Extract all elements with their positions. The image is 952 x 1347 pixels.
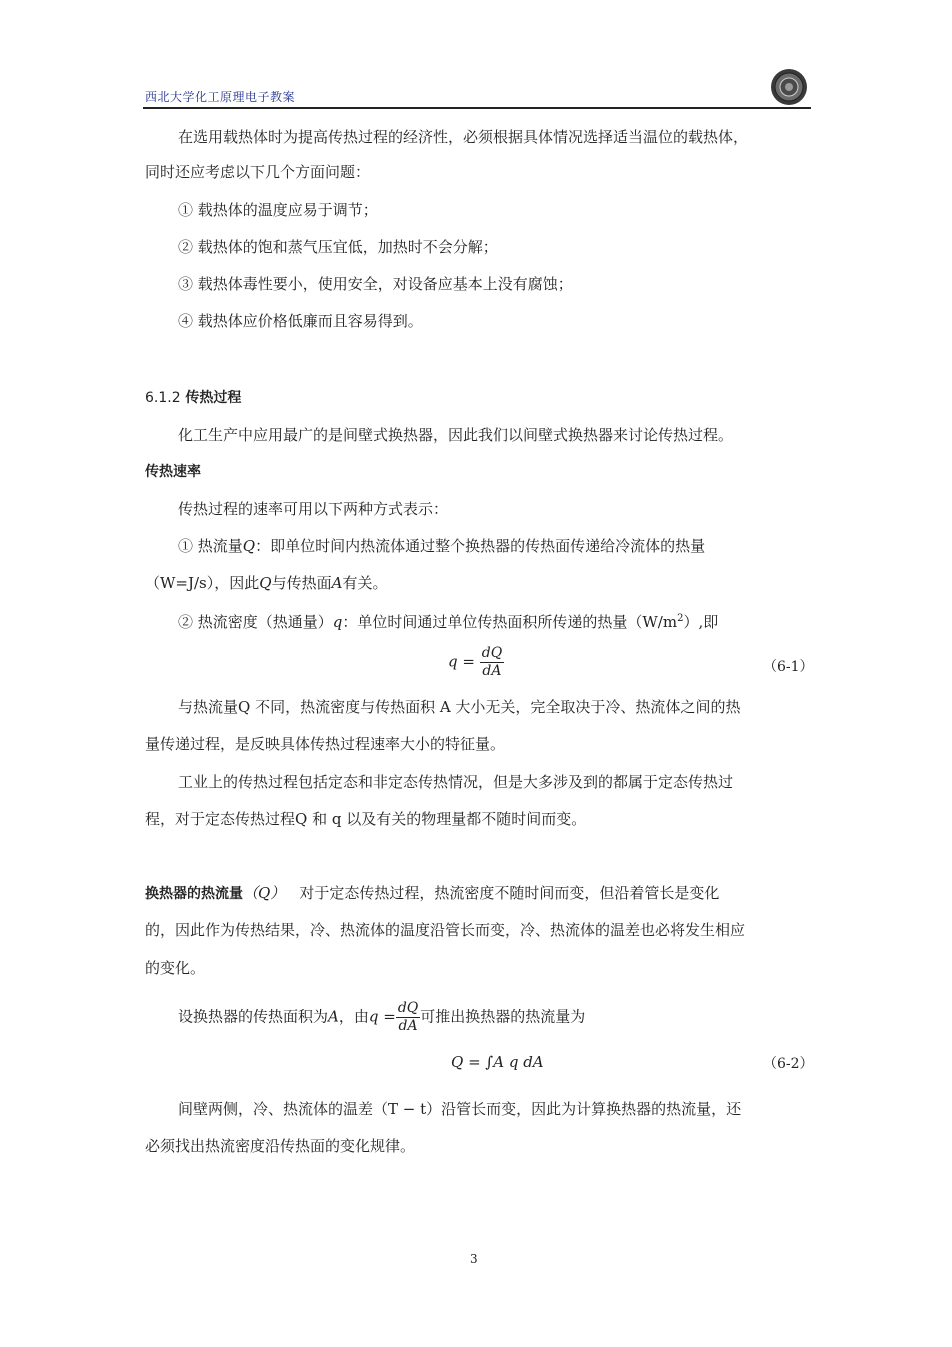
list-item: ④ 载热体应价格低廉而且容易得到。 [178, 312, 423, 330]
section-number: 6.1.2 [145, 390, 181, 406]
symbol: A [328, 1007, 339, 1026]
symbol: Q [242, 537, 256, 555]
fraction-denominator: dA [398, 1018, 418, 1034]
paragraph-line: 传热过程的速率可用以下两种方式表示： [178, 500, 449, 518]
header-rule [143, 107, 811, 109]
equation-6-1 [448, 645, 504, 680]
symbol: q [332, 613, 343, 631]
paragraph-line [145, 883, 719, 904]
fraction [396, 1000, 420, 1035]
text: （W=J/s），因此 [145, 574, 260, 592]
paragraph-line: 的，因此作为传热结果，冷、热流体的温度沿管长而变，冷、热流体的温差也必将发生相应 [145, 921, 746, 939]
eq-lhs: q = [448, 652, 475, 671]
paragraph-line: 程，对于定态传热过程Q 和 q 以及有关的物理量都不随时间而变。 [145, 810, 587, 828]
university-seal-icon [770, 68, 808, 106]
text: ，由 [338, 1007, 369, 1026]
heading: 换热器的热流量 [145, 886, 243, 902]
section-title: 传热过程 [185, 390, 242, 406]
paragraph-line: 量传递过程，是反映具体传热过程速率大小的特征量。 [145, 735, 506, 753]
text: ：单位时间通过单位传热面积所传递的热量（W/m [342, 613, 678, 631]
text: 可推出换热器的热流量为 [420, 1007, 586, 1026]
symbol: （Q） [243, 884, 286, 902]
paragraph-line: 同时还应考虑以下几个方面问题： [145, 163, 371, 181]
definition-line [145, 573, 387, 593]
symbol: A [331, 574, 343, 592]
fraction-numerator: dQ [397, 1000, 419, 1016]
fraction [480, 645, 504, 680]
eq-lhs: q = [368, 1007, 396, 1026]
paragraph-line: 工业上的传热过程包括定态和非定态传热情况，但是大多涉及到的都属于定态传热过 [178, 773, 734, 791]
definition-line [178, 536, 705, 556]
fraction-numerator: dQ [481, 645, 503, 661]
text: ① 热流量 [178, 537, 243, 555]
equation-number: （6-2） [763, 1056, 814, 1072]
fraction-denominator: dA [482, 663, 502, 679]
page-number: 3 [470, 1252, 478, 1266]
list-item: ② 载热体的饱和蒸气压宜低，加热时不会分解； [178, 238, 498, 256]
paragraph-line: 在选用载热体时为提高传热过程的经济性，必须根据具体情况选择适当温位的载热体， [178, 128, 749, 146]
paragraph-line: 化工生产中应用最广的是间壁式换热器，因此我们以间壁式换热器来讨论传热过程。 [178, 426, 734, 444]
text: ）,即 [683, 613, 719, 631]
paragraph-line [178, 1000, 585, 1035]
text: 设换热器的传热面积为 [178, 1007, 329, 1026]
list-item: ① 载热体的温度应易于调节； [178, 201, 378, 219]
section-heading [145, 387, 241, 408]
equation-6-2: Q = ∫A q dA [451, 1053, 544, 1071]
header-title: 西北大学化工原理电子教案 [145, 90, 296, 104]
paragraph-line: 的变化。 [145, 959, 206, 977]
text: 与传热面 [271, 574, 332, 592]
symbol: Q [259, 574, 272, 592]
text: ② 热流密度（热通量） [178, 613, 333, 631]
subsection-title: 传热速率 [145, 464, 201, 480]
text: 有关。 [342, 574, 388, 592]
paragraph-line: 必须找出热流密度沿传热面的变化规律。 [145, 1137, 416, 1155]
paragraph-line: 间壁两侧，冷、热流体的温差（T − t）沿管长而变，因此为计算换热器的热流量，还 [178, 1100, 742, 1118]
list-item: ③ 载热体毒性要小，使用安全，对设备应基本上没有腐蚀； [178, 275, 573, 293]
superscript: 2 [677, 613, 684, 624]
definition-line [178, 609, 718, 632]
text: ：即单位时间内热流体通过整个换热器的传热面传递给冷流体的热量 [255, 537, 706, 555]
equation-number: （6-1） [763, 659, 814, 675]
text: 对于定态传热过程，热流密度不随时间而变，但沿着管长是变化 [299, 884, 720, 902]
paragraph-line: 与热流量Q 不同，热流密度与传热面积 A 大小无关，完全取决于冷、热流体之间的热 [178, 698, 741, 716]
